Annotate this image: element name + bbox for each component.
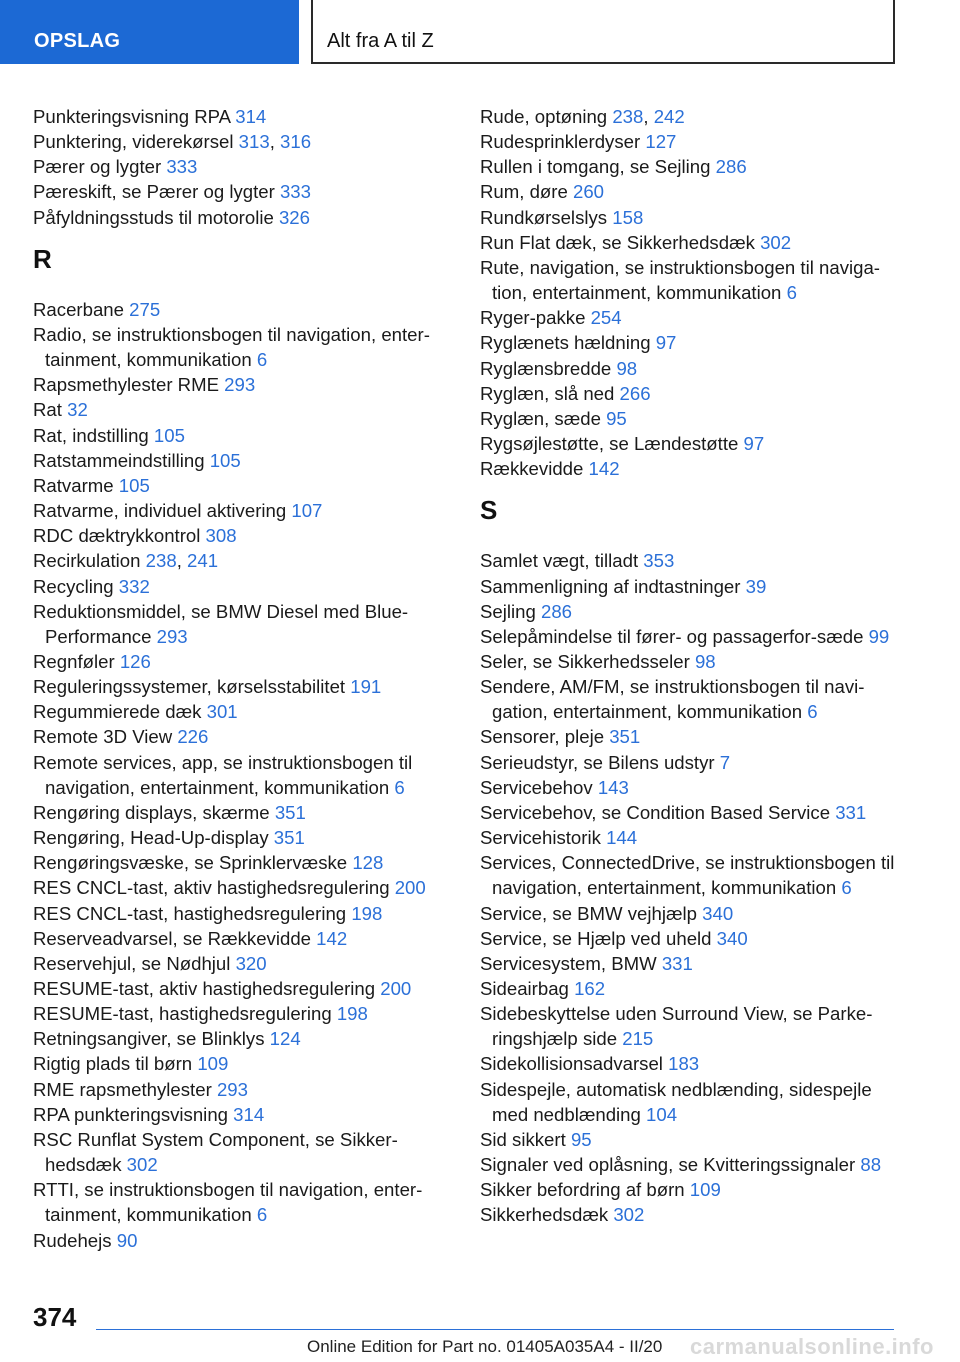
page-link[interactable]: 99 — [868, 625, 890, 647]
index-entry — [33, 800, 473, 825]
index-term: Rudesprinklerdyser — [480, 131, 646, 153]
page-link[interactable]: 191 — [350, 676, 382, 698]
index-term: Radio, se instruktionsbogen til navigation, enter-tainment, kommunikation — [33, 323, 430, 371]
page-link[interactable]: 302 — [760, 231, 792, 253]
page-link[interactable]: 326 — [278, 206, 310, 228]
index-entry — [33, 397, 473, 422]
index-entry — [33, 297, 473, 322]
index-entry — [480, 154, 910, 179]
index-term: Servicebehov, se Condition Based Service — [480, 801, 836, 823]
index-term: Rengøring displays, skærme — [33, 801, 275, 823]
index-entry — [480, 674, 910, 724]
index-entry — [33, 574, 473, 599]
page-link[interactable]: 293 — [216, 1078, 248, 1100]
page-link[interactable]: 88 — [860, 1154, 882, 1176]
index-term: RESUME-tast, aktiv hastighedsregulering — [33, 978, 381, 999]
index-entry: Recirkulation 238, 241 — [33, 550, 219, 572]
page-link[interactable]: 105 — [153, 424, 185, 446]
index-term: Rygsøjlestøtte, se Lændestøtte — [480, 433, 744, 455]
watermark: carmanualsonline.info — [690, 1334, 934, 1359]
page-link[interactable]: 351 — [273, 827, 305, 849]
index-term: Ratstammeindstilling — [33, 449, 210, 471]
index-term: Rengøring, Head-Up-display — [33, 827, 274, 849]
page-link[interactable]: 266 — [619, 382, 651, 404]
page-link[interactable]: 226 — [177, 726, 209, 748]
index-term: RTTI, se instruktionsbogen til navigation, enter-tainment, kommunikation — [33, 1179, 423, 1226]
index-letter-heading: R — [33, 243, 52, 274]
index-entry — [33, 1001, 473, 1026]
index-term: Punktering, viderekørsel — [33, 131, 239, 153]
index-entry — [33, 724, 473, 749]
index-term: Punkteringsvisning RPA — [33, 106, 236, 127]
index-term: Signaler ved oplåsning, se Kvitteringssignaler — [480, 1154, 861, 1176]
index-entry: Rude, optøning 238, 242 — [480, 106, 685, 127]
page-link[interactable]: 293 — [224, 374, 256, 396]
index-entry — [480, 179, 910, 204]
index-term: Rute, navigation, se instruktionsbogen til naviga-tion, entertainment, kommunikation — [480, 256, 881, 304]
page-link[interactable]: 39 — [745, 575, 767, 597]
page-link[interactable]: 7 — [719, 751, 731, 773]
index-term: Ratvarme — [33, 474, 119, 496]
index-entry — [33, 498, 473, 523]
page-link[interactable]: 353 — [643, 550, 675, 572]
index-entry — [33, 699, 473, 724]
index-term: Pæreskift, se Pærer og lygter — [33, 181, 280, 203]
index-term: Reduktionsmiddel, se BMW Diesel med Blue-Performance — [33, 600, 409, 647]
page-link[interactable]: 128 — [352, 852, 384, 874]
index-entry — [480, 1051, 910, 1076]
page-link[interactable]: 107 — [291, 500, 323, 522]
page-link[interactable]: 95 — [570, 1128, 592, 1150]
page-link[interactable]: 302 — [613, 1204, 645, 1226]
page-link[interactable]: 302 — [126, 1154, 158, 1176]
index-term: Service, se Hjælp ved uheld — [480, 927, 717, 949]
page-link[interactable]: 301 — [206, 701, 238, 723]
index-term: Rat — [33, 399, 68, 421]
page-link[interactable]: 242 — [653, 106, 685, 127]
index-entry — [480, 1152, 910, 1177]
index-entry — [33, 523, 473, 548]
index-term: Seler, se Sikkerhedsseler — [480, 650, 695, 672]
index-entry — [480, 800, 910, 825]
index-term: Rum, døre — [480, 181, 573, 203]
index-term: Ryglæn, sæde — [480, 407, 607, 429]
index-entry — [480, 574, 910, 599]
index-term: RES CNCL-tast, aktiv hastighedsregulering — [33, 877, 395, 899]
page-link[interactable]: 314 — [233, 1103, 265, 1125]
page-link[interactable]: 162 — [574, 978, 606, 999]
index-entry — [33, 875, 473, 900]
page-link[interactable]: 275 — [129, 298, 161, 320]
index-entry — [33, 901, 473, 926]
page-link[interactable]: 331 — [835, 801, 867, 823]
index-term: RES CNCL-tast, hastighedsregulering — [33, 902, 352, 924]
index-entry — [33, 1051, 473, 1076]
index-entry — [480, 305, 910, 330]
edition-note: Online Edition for Part no. 01405A035A4 - II/20 — [307, 1337, 663, 1356]
index-term: Ryglænsbredde — [480, 357, 617, 379]
index-entry — [480, 456, 910, 481]
index-entry — [480, 976, 910, 1001]
page-link[interactable]: 124 — [269, 1028, 301, 1050]
index-term: Sejling — [480, 600, 541, 622]
index-entry — [33, 1026, 473, 1051]
index-term: Recirkulation — [33, 550, 146, 572]
index-term: Rækkevidde — [480, 458, 589, 480]
index-entry — [480, 1177, 910, 1202]
page-link[interactable]: 6 — [256, 1204, 268, 1226]
index-entry — [33, 1102, 473, 1127]
index-term: Sikkerhedsdæk — [480, 1204, 614, 1226]
page-link[interactable]: 183 — [668, 1053, 700, 1075]
page-link[interactable]: 97 — [655, 332, 677, 354]
index-term: Sendere, AM/FM, se instruktionsbogen til navi-gation, entertainment, kommunikation — [480, 676, 865, 723]
page-link[interactable]: 333 — [279, 181, 311, 203]
page-link[interactable]: 127 — [645, 131, 677, 153]
index-term: Rat, indstilling — [33, 424, 154, 446]
index-term: Sidebeskyttelse uden Surround View, se Parke-ringshjælp side — [480, 1003, 873, 1050]
index-entry — [33, 825, 473, 850]
page-link[interactable]: 98 — [616, 357, 638, 379]
index-entry — [33, 448, 473, 473]
section-tab: OPSLAG — [0, 0, 299, 64]
page-link[interactable]: 6 — [256, 349, 268, 371]
index-entry — [33, 976, 473, 1001]
index-term: Sidekollisionsadvarsel — [480, 1053, 669, 1075]
page-link[interactable]: 198 — [336, 1003, 368, 1025]
index-term: Serieudstyr, se Bilens udstyr — [480, 751, 720, 773]
page-link[interactable]: 97 — [743, 433, 765, 455]
index-term: Påfyldningsstuds til motorolie — [33, 206, 279, 228]
index-entry — [480, 850, 910, 900]
page-link[interactable]: 105 — [118, 474, 150, 496]
index-entry — [480, 1202, 910, 1227]
page-link[interactable]: 241 — [187, 550, 219, 572]
index-entry — [480, 724, 910, 749]
index-term: Remote services, app, se instruktionsbogen til navigation, entertainment, kommunikation — [33, 751, 413, 798]
index-entry — [480, 548, 910, 573]
index-term: Rude, optøning — [480, 106, 613, 127]
footer-divider — [96, 1329, 894, 1330]
index-term: Service, se BMW vejhjælp — [480, 902, 703, 924]
index-entry — [480, 406, 910, 431]
index-term: Sensorer, pleje — [480, 726, 610, 748]
index-entry — [33, 423, 473, 448]
index-entry — [33, 1127, 473, 1177]
index-entry — [480, 381, 910, 406]
index-entry — [480, 356, 910, 381]
index-term: Rapsmethylester RME — [33, 374, 225, 396]
index-term: Sideairbag — [480, 978, 575, 999]
index-entry — [480, 624, 910, 649]
index-entry — [33, 473, 473, 498]
page-link[interactable]: 6 — [394, 776, 405, 798]
page-link[interactable]: 32 — [67, 399, 88, 421]
index-entry — [480, 901, 910, 926]
index-term: Samlet vægt, tilladt — [480, 550, 644, 572]
index-entry — [480, 330, 910, 355]
index-entry — [480, 750, 910, 775]
index-entry: Punktering, viderekørsel 313, 316 — [33, 131, 312, 153]
index-entry — [480, 1077, 910, 1127]
index-term: Reservehjul, se Nødhjul — [33, 952, 236, 974]
page-link[interactable]: 260 — [573, 181, 605, 203]
page-link[interactable]: 126 — [119, 650, 151, 672]
index-term: RSC Runflat System Component, se Sikker-hedsdæk — [33, 1128, 398, 1176]
page-link[interactable]: 200 — [380, 978, 412, 999]
index-term: Pærer og lygter — [33, 156, 167, 178]
index-entry — [33, 951, 473, 976]
index-entry — [33, 850, 473, 875]
index-term: Racerbane — [33, 298, 130, 320]
index-column-left — [33, 104, 473, 1253]
page-link[interactable]: 331 — [661, 952, 693, 974]
index-term: Rundkørselslys — [480, 206, 613, 228]
index-entry — [480, 649, 910, 674]
index-column-right — [480, 104, 910, 1228]
index-entry — [33, 205, 473, 230]
index-term: Servicehistorik — [480, 827, 607, 849]
page-link[interactable]: 6 — [841, 877, 852, 899]
index-entry — [480, 431, 910, 456]
page-link[interactable]: 254 — [590, 307, 622, 329]
page-link[interactable]: 109 — [197, 1053, 229, 1075]
page-link[interactable]: 142 — [588, 458, 620, 480]
page-link[interactable]: 238 — [145, 550, 177, 572]
page-link[interactable]: 200 — [394, 877, 426, 899]
index-entry — [33, 1177, 473, 1227]
index-term: Ratvarme, individuel aktivering — [33, 500, 292, 522]
index-entry — [33, 372, 473, 397]
page-link[interactable]: 320 — [235, 952, 267, 974]
page-link[interactable]: 90 — [116, 1229, 138, 1251]
index-entry — [33, 649, 473, 674]
page-link[interactable]: 308 — [205, 525, 237, 547]
index-entry — [33, 750, 473, 800]
index-entry — [33, 1077, 473, 1102]
index-term: Servicesystem, BMW — [480, 952, 662, 974]
index-entry — [480, 230, 910, 255]
page-link[interactable]: 332 — [118, 575, 150, 597]
index-term: Services, ConnectedDrive, se instruktionsbogen til navigation, entertainment, kommunikation — [480, 852, 895, 899]
index-term: Reserveadvarsel, se Rækkevidde — [33, 927, 317, 949]
index-entry — [480, 129, 910, 154]
index-term: Sidespejle, automatisk nedblænding, sidespejle med nedblænding — [480, 1078, 872, 1125]
index-term: Retningsangiver, se Blinklys — [33, 1028, 270, 1050]
index-term: Rudehejs — [33, 1229, 117, 1251]
index-term: Regnføler — [33, 650, 120, 672]
index-entry — [480, 775, 910, 800]
page-link[interactable]: 198 — [351, 902, 383, 924]
index-term: Run Flat dæk, se Sikkerhedsdæk — [480, 231, 761, 253]
index-entry — [480, 255, 910, 305]
page-link[interactable]: 109 — [689, 1179, 721, 1201]
page-link[interactable]: 6 — [786, 282, 797, 304]
page-link[interactable]: 293 — [156, 625, 188, 647]
index-term: Regummierede dæk — [33, 701, 207, 723]
page-link[interactable]: 95 — [606, 407, 627, 429]
index-term: RME rapsmethylester — [33, 1078, 217, 1100]
page-link[interactable]: 6 — [807, 701, 818, 723]
index-term: Rigtig plads til børn — [33, 1053, 198, 1075]
index-entry — [480, 1127, 910, 1152]
page-link[interactable]: 313 — [238, 131, 270, 153]
index-entry — [480, 825, 910, 850]
page-link[interactable]: 143 — [597, 776, 629, 798]
index-term: Servicebehov — [480, 776, 598, 798]
index-entry — [33, 154, 473, 179]
page-link[interactable]: 215 — [622, 1028, 654, 1050]
page-link[interactable]: 105 — [209, 449, 241, 471]
index-letter-heading: S — [480, 495, 498, 526]
page-link[interactable]: 286 — [715, 156, 747, 178]
index-term: Rullen i tomgang, se Sejling — [480, 156, 716, 178]
index-term: RPA punkteringsvisning — [33, 1103, 234, 1125]
page-link[interactable]: 351 — [274, 801, 306, 823]
index-term: Remote 3D View — [33, 726, 178, 748]
index-term: Sid sikkert — [480, 1128, 571, 1150]
index-term: Sikker befordring af børn — [480, 1179, 690, 1201]
index-entry — [480, 205, 910, 230]
index-term: Selepåmindelse til fører- og passagerfor-sæde — [480, 625, 869, 647]
index-entry — [33, 599, 473, 649]
page-link[interactable]: 351 — [609, 726, 641, 748]
page-number: 374 — [33, 1302, 77, 1332]
index-term: Recycling — [33, 575, 119, 597]
page-link[interactable]: 286 — [540, 600, 573, 622]
page-link[interactable]: 142 — [316, 927, 348, 949]
index-entry — [480, 1001, 910, 1051]
page-link[interactable]: 314 — [235, 106, 267, 127]
index-term: Reguleringssystemer, kørselsstabilitet — [33, 676, 351, 698]
section-title: Alt fra A til Z — [311, 0, 895, 64]
page-link[interactable]: 98 — [694, 650, 716, 672]
index-entry — [33, 104, 473, 129]
index-term: Ryglæn, slå ned — [480, 382, 620, 404]
page-link[interactable]: 104 — [646, 1103, 678, 1125]
page-link[interactable]: 158 — [612, 206, 644, 228]
index-term: Sammenligning af indtastninger — [480, 575, 746, 597]
index-term: Rengøringsvæske, se Sprinklervæske — [33, 852, 353, 874]
page-link[interactable]: 333 — [166, 156, 198, 178]
index-entry — [33, 179, 473, 204]
page-link[interactable]: 238 — [612, 106, 644, 127]
index-entry — [480, 926, 910, 951]
index-entry — [480, 951, 910, 976]
page-link[interactable]: 340 — [716, 927, 748, 949]
page-link[interactable]: 340 — [702, 902, 734, 924]
index-entry — [480, 599, 910, 624]
index-term: Ryger-pakke — [480, 307, 591, 329]
index-entry — [33, 674, 473, 699]
index-term: RDC dæktrykkontrol — [33, 525, 206, 547]
index-entry — [33, 322, 473, 372]
index-entry — [33, 1228, 473, 1253]
index-term: Ryglænets hældning — [480, 332, 656, 354]
index-entry — [33, 926, 473, 951]
index-term: RESUME-tast, hastighedsregulering — [33, 1003, 337, 1025]
page-link[interactable]: 316 — [280, 131, 312, 153]
page-link[interactable]: 144 — [606, 827, 638, 849]
